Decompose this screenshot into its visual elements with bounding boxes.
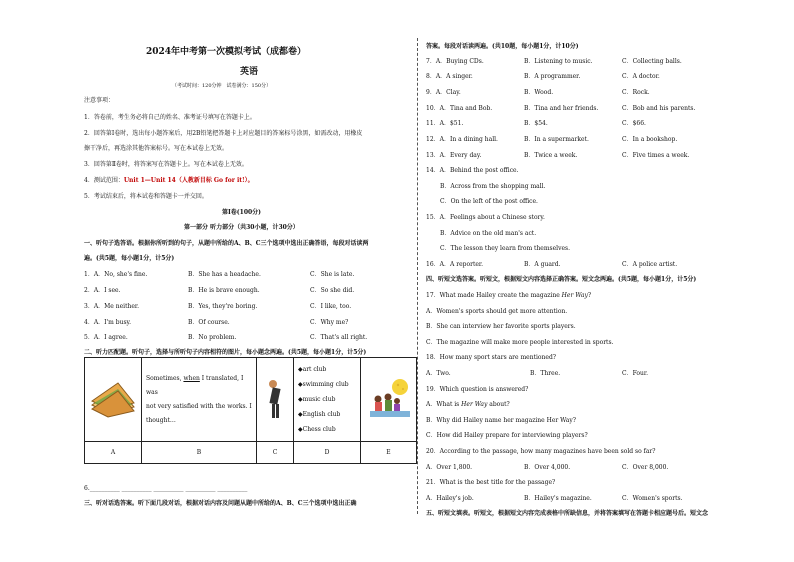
bowing-man-cell (257, 358, 294, 442)
q13-option-c: C．Five times a week. (622, 152, 690, 159)
q5-heading: 五、听短文填表。听短文，根据短文内容完成表格中所缺信息，并将答案填写在答题卡相应题号后。短文念 (426, 510, 709, 517)
q3-option-b: B．Yes, they're boring. (188, 303, 258, 310)
q13-option-a: 13．A．Every day. (426, 152, 482, 159)
note-5: 5．考试结束后，将本试卷和答题卡一并交回。 (84, 193, 208, 200)
q12-option-a: 12．A．In a dining hall. (426, 136, 498, 143)
q1-option-c: C．She is late. (310, 271, 355, 278)
q8-option-b: B．A programmer. (524, 73, 581, 80)
q11-option-b: B．$54. (524, 120, 548, 127)
sandwich-icon (88, 379, 138, 419)
q3-heading-cont: 答案。每段对话读两遍。(共10题，每小题1分，计10分) (426, 43, 579, 50)
q1-option-a: 1．A．No, she's fine. (84, 271, 148, 278)
moon-family-icon (364, 377, 414, 421)
q4-heading: 四、听短文选答案。听短文，根据短文内容选择正确答案。短文念两遍。(共5题，每小题1分，计5分) (426, 276, 697, 283)
q16-option-a: 16．A．A reporter. (426, 261, 484, 268)
q16-option-c: C．A police artist. (622, 261, 678, 268)
picture-match-table (84, 357, 417, 464)
q17-question: 17．What made Hailey create the magazine Her Way? (426, 292, 592, 299)
q4-option-b: B．Of course. (188, 319, 230, 326)
q20-option-a: A．Over 1,800. (426, 464, 473, 471)
q18-question: 18．How many sport stars are mentioned? (426, 354, 557, 361)
q19-question: 19．Which question is answered? (426, 386, 529, 393)
q4-option-c: C．Why me? (310, 319, 349, 326)
q1-option-b: B．She has a headache. (188, 271, 261, 278)
subject-title: 英语 (240, 67, 259, 77)
q12-option-b: B．In a supermarket. (524, 136, 589, 143)
q3-heading: 三、听对话选答案。听下面几段对话，根据对话内容及问题从题中所给的A、B、C三个选项中选出正确 (84, 500, 357, 507)
note-4: 4．测试范围：Unit 1—Unit 14（人教新目标 Go for it!）。 (84, 177, 254, 184)
club-item: ◆music club (298, 396, 336, 403)
q10-option-c: C．Bob and his parents. (622, 105, 696, 112)
q10-option-b: B．Tina and her friends. (524, 105, 599, 112)
column-divider (417, 38, 418, 514)
q4-option-a: 4．A．I'm busy. (84, 319, 132, 326)
q21-option-b: B．Hailey's magazine. (524, 495, 592, 502)
q2-option-a: 2．A．I see. (84, 287, 121, 294)
label-e: E (361, 442, 417, 464)
q2-option-b: B．He is brave enough. (188, 287, 260, 294)
note-2-cont: 擦干净后，再选涂其他答案标号。写在本试卷上无效。 (84, 145, 229, 152)
q16-option-b: B．A guard. (524, 261, 561, 268)
label-d: D (294, 442, 361, 464)
section1-title: 第一部分 听力部分（共30小题，计30分） (184, 224, 299, 231)
note-1: 1．答卷前，考生务必将自己的姓名、准考证号填写在答题卡上。 (84, 114, 256, 121)
q20-question: 20．According to the passage, how many magazines have been sold so far? (426, 448, 656, 455)
q7-option-c: C．Collecting balls. (622, 58, 682, 65)
q18-option-a: A．Two. (426, 370, 451, 377)
part1-title: 第Ⅰ卷(100分) (222, 209, 262, 216)
q12-option-c: C．In a bookshop. (622, 136, 678, 143)
sandwich-image-cell (85, 358, 142, 442)
notes-title: 注意事项： (84, 97, 115, 104)
q15-option-a: 15．A．Feelings about a Chinese story. (426, 214, 545, 221)
q15-option-b: B．Advice on the old man's act. (440, 230, 537, 237)
q5-option-c: C．That's all right. (310, 334, 368, 341)
q1-heading-cont: 遍。(共5题，每小题1分，计5分) (84, 255, 175, 262)
test-scope: Unit 1—Unit 14（人教新目标 Go for it!）。 (123, 177, 254, 184)
q21-option-a: A．Hailey's job. (426, 495, 474, 502)
clubs-list-cell (294, 358, 361, 442)
q1-heading: 一、听句子选答语。根据你所听到的句子，从题中所给的A、B、C三个选项中选出正确答语，每段对话读两 (84, 240, 369, 247)
q11-option-c: C．$66. (622, 120, 646, 127)
q8-option-a: 8．A．A singer. (426, 73, 473, 80)
q19-option-c: C．How did Hailey prepare for interviewing players? (426, 432, 588, 439)
q14-option-c: C．On the left of the post office. (440, 198, 538, 205)
q13-option-b: B．Twice a week. (524, 152, 578, 159)
club-item: ◆Chess club (298, 426, 336, 433)
q10-option-a: 10．A．Tina and Bob. (426, 105, 493, 112)
q8-option-c: C．A doctor. (622, 73, 660, 80)
note-3: 3．回答第Ⅱ卷时，将答案写在答题卡上。写在本试卷上无效。 (84, 161, 248, 168)
exam-title: 2024年中考第一次模拟考试（成都卷） (146, 47, 307, 57)
club-item: ◆swimming club (298, 381, 349, 388)
q19-option-b: B．Why did Hailey name her magazine Her Way? (426, 417, 576, 424)
q20-option-c: C．Over 8,000. (622, 464, 669, 471)
q3-option-c: C．I like, too. (310, 303, 352, 310)
q18-option-c: C．Four. (622, 370, 649, 377)
q20-option-b: B．Over 4,000. (524, 464, 571, 471)
note-2: 2．回答第Ⅰ卷时，选出每小题答案后，用2B铅笔把答题卡上对应题目的答案标号涂黑，如需改动，用橡皮 (84, 130, 363, 137)
q2-heading: 二、听力匹配题。听句子，选择与所听句子内容相符的图片，每小题念两遍。(共5题，每小题1分，计5分) (84, 349, 367, 356)
bowing-man-icon (265, 378, 285, 420)
q14-option-a: 14．A．Behind the post office. (426, 167, 519, 174)
q19-option-a: A．What is Her Way about? (426, 401, 510, 408)
club-item: ◆art club (298, 366, 327, 373)
label-a: A (85, 442, 142, 464)
moon-family-cell (361, 358, 417, 442)
q18-option-b: B．Three. (530, 370, 561, 377)
q2-option-c: C．So she did. (310, 287, 355, 294)
q9-option-b: B．Wood. (524, 89, 554, 96)
q11-option-a: 11．A．$51. (426, 120, 464, 127)
q17-option-c: C．The magazine will make more people interested in sports. (426, 339, 614, 346)
q7-option-a: 7．A．Buying CDs. (426, 58, 484, 65)
q21-question: 21．What is the best title for the passage? (426, 479, 556, 486)
q5-option-b: B．No problem. (188, 334, 237, 341)
q17-option-a: A．Women's sports should get more attention. (426, 308, 568, 315)
q3-option-a: 3．A．Me neither. (84, 303, 140, 310)
club-item: ◆English club (298, 411, 341, 418)
q9-option-a: 9．A．Clay. (426, 89, 461, 96)
exam-info: （考试时间：120分钟 试卷满分：150分） (172, 83, 272, 89)
quote-cell: Sometimes, when I translated, I was not very satisfied with the works. I thought… (142, 358, 257, 442)
q7-option-b: B．Listening to music. (524, 58, 593, 65)
label-b: B (142, 442, 257, 464)
q5-option-a: 5．A．I agree. (84, 334, 128, 341)
q21-option-c: C．Women's sports. (622, 495, 683, 502)
q9-option-c: C．Rock. (622, 89, 650, 96)
q15-option-c: C．The lesson they learn from themselves. (440, 245, 571, 252)
label-c: C (257, 442, 294, 464)
q17-option-b: B．She can interview her favorite sports players. (426, 323, 576, 330)
q14-option-b: B．Across from the shopping mall. (440, 183, 546, 190)
answer-blanks: 6.__________ __________ __________ __________ __________ (84, 485, 248, 492)
